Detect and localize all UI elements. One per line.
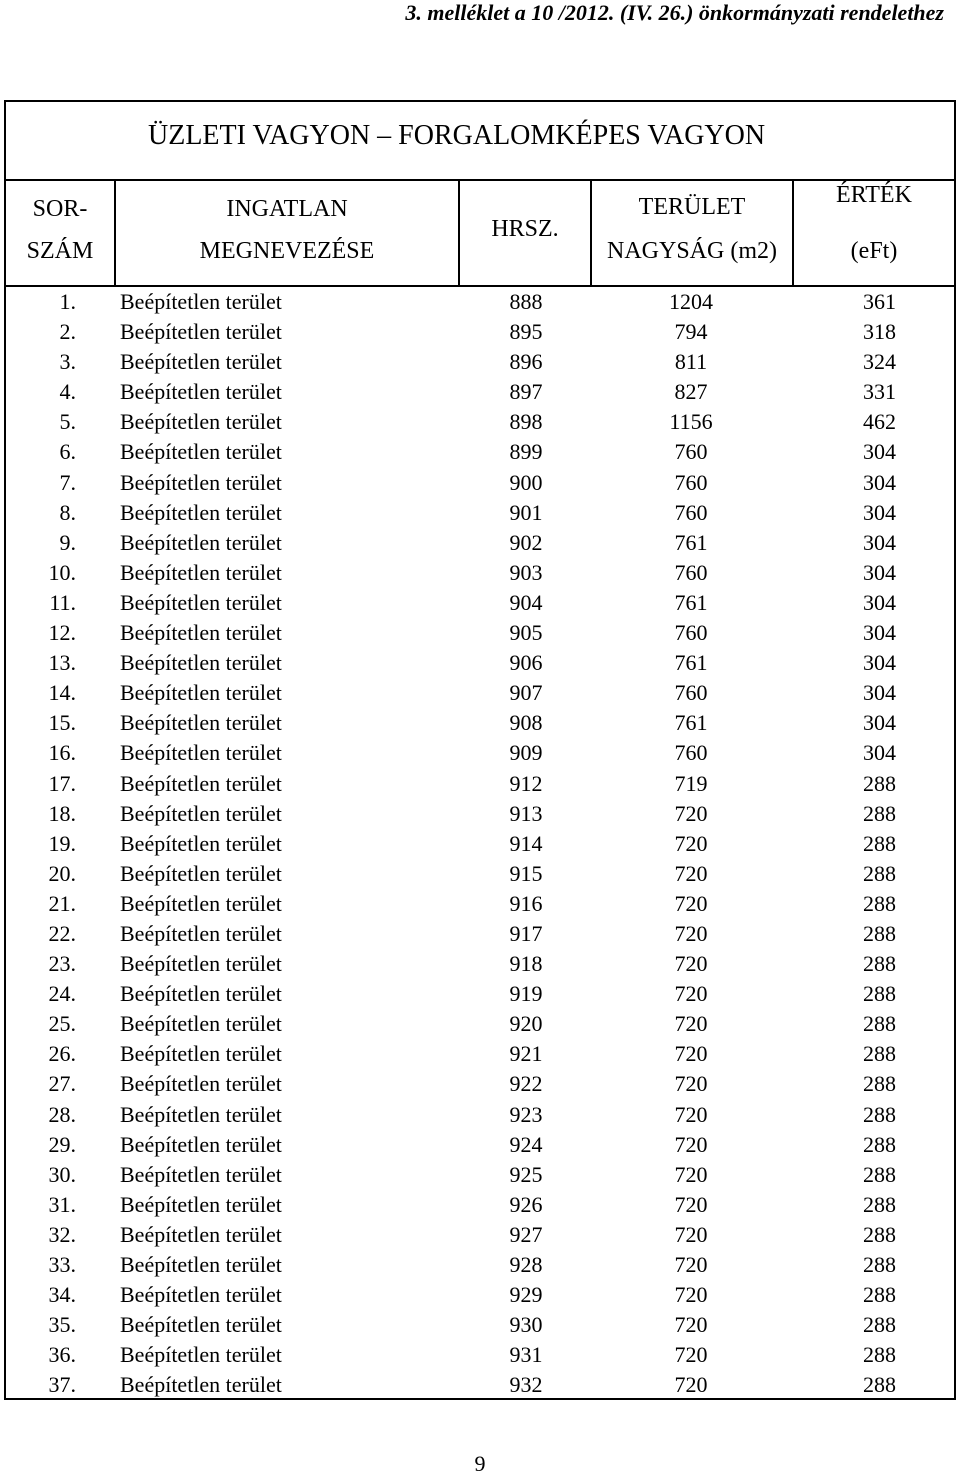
table-row <box>6 949 954 979</box>
row-area: 761 <box>674 529 708 555</box>
table-row <box>6 1220 954 1250</box>
row-number: 6. <box>59 439 76 465</box>
row-value: 304 <box>863 589 896 615</box>
row-area: 720 <box>674 1101 708 1127</box>
row-number: 10. <box>48 559 76 585</box>
table-row <box>6 588 954 618</box>
row-name: Beépítetlen terület <box>120 951 282 977</box>
row-value: 288 <box>863 1131 896 1157</box>
row-hrsz: 903 <box>509 559 543 585</box>
row-value: 288 <box>863 1011 896 1037</box>
row-name: Beépítetlen terület <box>120 770 282 796</box>
row-number: 15. <box>48 710 76 736</box>
row-number: 9. <box>59 529 76 555</box>
table-title-row <box>6 102 954 181</box>
row-number: 2. <box>59 319 76 345</box>
table-body <box>6 287 954 1400</box>
row-number: 7. <box>59 469 76 495</box>
table-row <box>6 889 954 919</box>
row-value: 304 <box>863 740 896 766</box>
row-hrsz: 925 <box>509 1161 543 1187</box>
row-number: 21. <box>48 890 76 916</box>
row-hrsz: 909 <box>509 740 543 766</box>
row-name: Beépítetlen terület <box>120 1282 282 1308</box>
row-area: 720 <box>674 860 708 886</box>
table-row <box>6 1039 954 1069</box>
row-area: 720 <box>674 1312 708 1338</box>
row-value: 304 <box>863 439 896 465</box>
header-area <box>592 181 792 287</box>
row-value: 288 <box>863 890 896 916</box>
row-area: 761 <box>674 589 708 615</box>
row-hrsz: 918 <box>509 951 543 977</box>
row-value: 288 <box>863 1161 896 1187</box>
table-row <box>6 738 954 768</box>
row-hrsz: 932 <box>509 1372 543 1398</box>
row-number: 13. <box>48 650 76 676</box>
row-hrsz: 897 <box>509 379 543 405</box>
header-divider <box>114 179 116 287</box>
row-number: 26. <box>48 1041 76 1067</box>
row-hrsz: 924 <box>509 1131 543 1157</box>
row-value: 304 <box>863 499 896 525</box>
row-value: 304 <box>863 559 896 585</box>
row-name: Beépítetlen terület <box>120 499 282 525</box>
row-hrsz: 896 <box>509 349 543 375</box>
table-row <box>6 618 954 648</box>
row-number: 5. <box>59 409 76 435</box>
row-number: 8. <box>59 499 76 525</box>
row-value: 331 <box>863 379 896 405</box>
row-name: Beépítetlen terület <box>120 1101 282 1127</box>
row-number: 18. <box>48 800 76 826</box>
row-value: 304 <box>863 710 896 736</box>
row-number: 27. <box>48 1071 76 1097</box>
header-name-line1: INGATLAN <box>226 196 348 222</box>
table-row <box>6 1069 954 1099</box>
table-title: ÜZLETI VAGYON – FORGALOMKÉPES VAGYON <box>148 120 766 151</box>
row-number: 31. <box>48 1191 76 1217</box>
table-row <box>6 1190 954 1220</box>
table-row <box>6 1370 954 1400</box>
row-number: 35. <box>48 1312 76 1338</box>
row-value: 288 <box>863 1312 896 1338</box>
row-hrsz: 923 <box>509 1101 543 1127</box>
row-hrsz: 931 <box>509 1342 543 1368</box>
header-area-line2: NAGYSÁG (m2) <box>607 238 777 264</box>
row-value: 288 <box>863 1252 896 1277</box>
row-area: 720 <box>674 1161 708 1187</box>
row-number: 19. <box>48 830 76 856</box>
row-value: 288 <box>863 1342 896 1368</box>
row-area: 719 <box>674 770 708 796</box>
row-name: Beépítetlen terület <box>120 650 282 676</box>
row-number: 11. <box>49 589 76 615</box>
row-area: 760 <box>674 559 708 585</box>
property-table <box>4 100 956 1400</box>
table-row <box>6 317 954 347</box>
row-name: Beépítetlen terület <box>120 1071 282 1097</box>
row-value: 304 <box>863 680 896 706</box>
header-sorszam-line1: SOR- <box>32 196 88 222</box>
row-number: 4. <box>59 379 76 405</box>
row-value: 318 <box>863 319 896 345</box>
row-hrsz: 888 <box>509 289 543 314</box>
row-name: Beépítetlen terület <box>120 830 282 856</box>
row-value: 304 <box>863 529 896 555</box>
header-divider <box>792 179 794 287</box>
row-value: 288 <box>863 770 896 796</box>
table-row <box>6 1310 954 1340</box>
row-area: 760 <box>674 469 708 495</box>
row-hrsz: 917 <box>509 920 543 946</box>
row-value: 288 <box>863 1221 896 1247</box>
row-hrsz: 922 <box>509 1071 543 1097</box>
row-value: 288 <box>863 1071 896 1097</box>
row-value: 288 <box>863 981 896 1007</box>
row-name: Beépítetlen terület <box>120 1041 282 1067</box>
row-area: 720 <box>674 1372 708 1398</box>
row-number: 25. <box>48 1011 76 1037</box>
table-row <box>6 678 954 708</box>
header-hrsz <box>460 181 590 287</box>
table-row <box>6 468 954 498</box>
table-row <box>6 859 954 889</box>
row-hrsz: 913 <box>509 800 543 826</box>
row-area: 720 <box>674 1011 708 1037</box>
row-area: 720 <box>674 1041 708 1067</box>
table-row <box>6 287 954 317</box>
row-name: Beépítetlen terület <box>120 1011 282 1037</box>
header-area-line1: TERÜLET <box>638 194 746 220</box>
row-hrsz: 912 <box>509 770 543 796</box>
row-hrsz: 915 <box>509 860 543 886</box>
row-area: 720 <box>674 981 708 1007</box>
row-area: 1156 <box>669 409 713 435</box>
page-number: 9 <box>474 1451 486 1476</box>
table-row <box>6 799 954 829</box>
row-hrsz: 930 <box>509 1312 543 1338</box>
row-number: 33. <box>48 1252 76 1277</box>
header-hrsz-line: HRSZ. <box>491 216 559 242</box>
row-area: 720 <box>674 1342 708 1368</box>
row-name: Beépítetlen terület <box>120 529 282 555</box>
row-name: Beépítetlen terület <box>120 1131 282 1157</box>
row-area: 720 <box>674 920 708 946</box>
row-number: 22. <box>48 920 76 946</box>
row-hrsz: 908 <box>509 710 543 736</box>
row-area: 794 <box>674 319 708 345</box>
row-name: Beépítetlen terület <box>120 1312 282 1338</box>
row-value: 324 <box>863 349 896 375</box>
row-name: Beépítetlen terület <box>120 589 282 615</box>
row-hrsz: 900 <box>509 469 543 495</box>
row-number: 36. <box>48 1342 76 1368</box>
row-hrsz: 921 <box>509 1041 543 1067</box>
row-hrsz: 919 <box>509 981 543 1007</box>
row-number: 12. <box>48 620 76 646</box>
row-name: Beépítetlen terület <box>120 379 282 405</box>
row-name: Beépítetlen terület <box>120 890 282 916</box>
table-row <box>6 347 954 377</box>
row-name: Beépítetlen terület <box>120 439 282 465</box>
row-name: Beépítetlen terület <box>120 740 282 766</box>
row-hrsz: 927 <box>509 1221 543 1247</box>
table-row <box>6 979 954 1009</box>
table-row <box>6 648 954 678</box>
row-hrsz: 906 <box>509 650 543 676</box>
row-name: Beépítetlen terület <box>120 1252 282 1277</box>
table-row <box>6 919 954 949</box>
row-number: 16. <box>48 740 76 766</box>
row-value: 304 <box>863 620 896 646</box>
row-number: 23. <box>48 951 76 977</box>
row-area: 720 <box>674 890 708 916</box>
row-value: 462 <box>863 409 896 435</box>
row-hrsz: 907 <box>509 680 543 706</box>
row-area: 760 <box>674 620 708 646</box>
row-hrsz: 898 <box>509 409 543 435</box>
header-value-line2: (eFt) <box>850 238 898 264</box>
row-area: 720 <box>674 1221 708 1247</box>
table-row <box>6 829 954 859</box>
row-area: 1204 <box>669 289 713 314</box>
row-number: 24. <box>48 981 76 1007</box>
row-name: Beépítetlen terület <box>120 800 282 826</box>
row-hrsz: 905 <box>509 620 543 646</box>
row-number: 17. <box>48 770 76 796</box>
row-hrsz: 920 <box>509 1011 543 1037</box>
row-number: 37. <box>48 1372 76 1398</box>
row-number: 32. <box>48 1221 76 1247</box>
row-area: 760 <box>674 439 708 465</box>
row-number: 1. <box>59 289 76 314</box>
row-name: Beépítetlen terület <box>120 289 282 314</box>
row-hrsz: 899 <box>509 439 543 465</box>
row-area: 720 <box>674 951 708 977</box>
row-hrsz: 895 <box>509 319 543 345</box>
row-hrsz: 928 <box>509 1252 543 1277</box>
row-value: 288 <box>863 1101 896 1127</box>
row-name: Beépítetlen terület <box>120 1372 282 1398</box>
row-hrsz: 929 <box>509 1282 543 1308</box>
row-number: 28. <box>48 1101 76 1127</box>
table-row <box>6 558 954 588</box>
header-sorszam <box>6 181 114 287</box>
table-row <box>6 437 954 467</box>
row-value: 361 <box>863 289 896 314</box>
row-number: 3. <box>59 349 76 375</box>
row-name: Beépítetlen terület <box>120 1161 282 1187</box>
table-row <box>6 1250 954 1280</box>
table-row <box>6 1009 954 1039</box>
row-name: Beépítetlen terület <box>120 860 282 886</box>
header-value-line1: ÉRTÉK <box>836 182 912 208</box>
row-name: Beépítetlen terület <box>120 981 282 1007</box>
row-value: 288 <box>863 1041 896 1067</box>
row-number: 20. <box>48 860 76 886</box>
row-name: Beépítetlen terület <box>120 620 282 646</box>
table-row <box>6 498 954 528</box>
row-hrsz: 902 <box>509 529 543 555</box>
row-value: 304 <box>863 469 896 495</box>
table-row <box>6 1100 954 1130</box>
row-area: 761 <box>674 650 708 676</box>
row-name: Beépítetlen terület <box>120 349 282 375</box>
row-hrsz: 901 <box>509 499 543 525</box>
row-area: 720 <box>674 1282 708 1308</box>
row-value: 288 <box>863 1372 896 1398</box>
table-row <box>6 1340 954 1370</box>
row-name: Beépítetlen terület <box>120 680 282 706</box>
row-area: 720 <box>674 1252 708 1277</box>
table-row <box>6 377 954 407</box>
row-hrsz: 904 <box>509 589 543 615</box>
row-value: 288 <box>863 830 896 856</box>
table-row <box>6 769 954 799</box>
row-area: 761 <box>674 710 708 736</box>
header-name <box>116 181 458 287</box>
row-area: 720 <box>674 1071 708 1097</box>
annex-reference: 3. melléklet a 10 /2012. (IV. 26.) önkormányzati rendelethez <box>405 0 944 25</box>
row-name: Beépítetlen terület <box>120 920 282 946</box>
row-area: 760 <box>674 740 708 766</box>
row-area: 720 <box>674 800 708 826</box>
table-row <box>6 407 954 437</box>
row-name: Beépítetlen terület <box>120 1191 282 1217</box>
row-area: 720 <box>674 1131 708 1157</box>
row-number: 29. <box>48 1131 76 1157</box>
row-area: 827 <box>674 379 708 405</box>
table-row <box>6 1160 954 1190</box>
row-value: 288 <box>863 920 896 946</box>
header-divider <box>458 179 460 287</box>
row-name: Beépítetlen terület <box>120 1221 282 1247</box>
row-area: 760 <box>674 680 708 706</box>
row-number: 14. <box>48 680 76 706</box>
header-value <box>794 181 954 287</box>
row-name: Beépítetlen terület <box>120 469 282 495</box>
row-hrsz: 926 <box>509 1191 543 1217</box>
table-row <box>6 708 954 738</box>
row-name: Beépítetlen terület <box>120 559 282 585</box>
row-value: 288 <box>863 1191 896 1217</box>
row-name: Beépítetlen terület <box>120 319 282 345</box>
row-number: 30. <box>48 1161 76 1187</box>
row-value: 288 <box>863 1282 896 1308</box>
row-number: 34. <box>48 1282 76 1308</box>
row-area: 811 <box>674 349 708 375</box>
header-sorszam-line2: SZÁM <box>26 238 94 264</box>
row-hrsz: 914 <box>509 830 543 856</box>
table-row <box>6 528 954 558</box>
row-hrsz: 916 <box>509 890 543 916</box>
row-value: 288 <box>863 800 896 826</box>
table-row <box>6 1280 954 1310</box>
row-name: Beépítetlen terület <box>120 409 282 435</box>
row-name: Beépítetlen terület <box>120 1342 282 1368</box>
header-name-line2: MEGNEVEZÉSE <box>199 238 375 264</box>
row-area: 720 <box>674 830 708 856</box>
row-name: Beépítetlen terület <box>120 710 282 736</box>
row-value: 304 <box>863 650 896 676</box>
row-value: 288 <box>863 951 896 977</box>
row-area: 720 <box>674 1191 708 1217</box>
row-area: 760 <box>674 499 708 525</box>
table-row <box>6 1130 954 1160</box>
row-value: 288 <box>863 860 896 886</box>
header-divider <box>590 179 592 287</box>
